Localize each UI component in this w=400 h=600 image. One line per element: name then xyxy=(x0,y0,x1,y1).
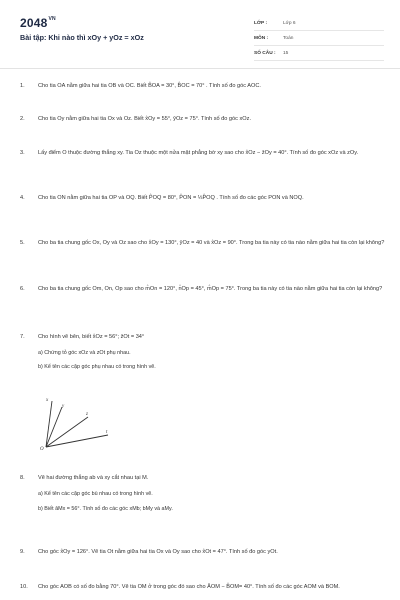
label-x: x xyxy=(46,398,49,403)
question-2: 2. Cho tia Oy nằm giữa hai tia Ox và Oz. Biết x̂Oy = 55°, ŷOz = 75°. Tính số đo góc xOz. xyxy=(20,116,252,122)
question-6: 6. Cho ba tia chung gốc Om, On, Op sao cho m̂On = 120°, n̂Op = 45°, m̂Op = 75°. Trong ba tia này có tia nào nằm giữa hai tia còn lại không? xyxy=(20,286,383,292)
question-3: 3. Lấy điểm O thuộc đường thẳng xy. Tia Oz thuộc một nửa mặt phẳng bờ xy sao cho x̂Oz − ẑOy = 40°. Tính số đo góc xOz và zOy. xyxy=(20,150,359,156)
label-y: y xyxy=(62,404,65,409)
page-header xyxy=(0,0,400,69)
meta-row-subject: MÔN : Toán xyxy=(254,31,384,46)
meta-row-count: SỐ CÂU : 15 xyxy=(254,46,384,61)
worksheet-meta xyxy=(254,16,384,61)
angle-diagram xyxy=(40,395,110,455)
site-logo[interactable]: $2048^{VN}$ xyxy=(20,16,56,30)
question-4: 4. Cho tia ON nằm giữa hai tia OP và OQ. Biết P̂OQ = 80°, P̂ON = ⅓P̂OQ . Tính số đo các góc PON và NOQ. xyxy=(20,195,304,201)
question-9: 9. Cho góc x̂Oy = 126°. Vẽ tia Ot nằm giữa hai tia Ox và Oy sao cho x̂Ot = 47°. Tính số đo góc yOt. xyxy=(20,549,278,555)
label-t: t xyxy=(106,430,108,435)
question-1: 1. Cho tia OA nằm giữa hai tia OB và OC. Biết B̂OA = 30°, B̂OC = 70° . Tính số đo góc AOC. xyxy=(20,83,261,89)
question-8: 8. Vẽ hai đường thẳng ab và xy cắt nhau tại M. a) Kể tên các cặp góc bù nhau có trong hình vẽ. b) Biết âMx = 56°. Tính số đo các góc xMb; bMy và aMy. xyxy=(20,475,173,513)
worksheet-title: Bài tập: Khi nào thì xOy + yOz = xOz xyxy=(20,33,144,42)
question-5: 5. Cho ba tia chung gốc Ox, Oy và Oz sao cho x̂Oy = 130°, ŷOz = 40 và x̂Oz = 90°. Trong ba tia này có tia nào nằm giữa hai tia còn lại không? xyxy=(20,240,385,246)
question-10: 10. Cho góc AOB có số đo bằng 70°. Vẽ tia OM ở trong góc đó sao cho ÂOM − B̂OM= 40°. Tính số đo các góc AOM và BOM. xyxy=(20,584,340,590)
label-z: z xyxy=(86,412,88,417)
label-o: O xyxy=(40,447,44,452)
meta-row-class: LỚP : Lớp 6 xyxy=(254,16,384,31)
ray-ot xyxy=(46,435,108,447)
question-7: 7. Cho hình vẽ bên, biết x̂Oz = 56°; ẑOt = 34° a) Chứng tỏ góc xOz và zOt phụ nhau. b) Kể tên các cặp góc phụ nhau có trong hình vẽ. xyxy=(20,334,156,371)
